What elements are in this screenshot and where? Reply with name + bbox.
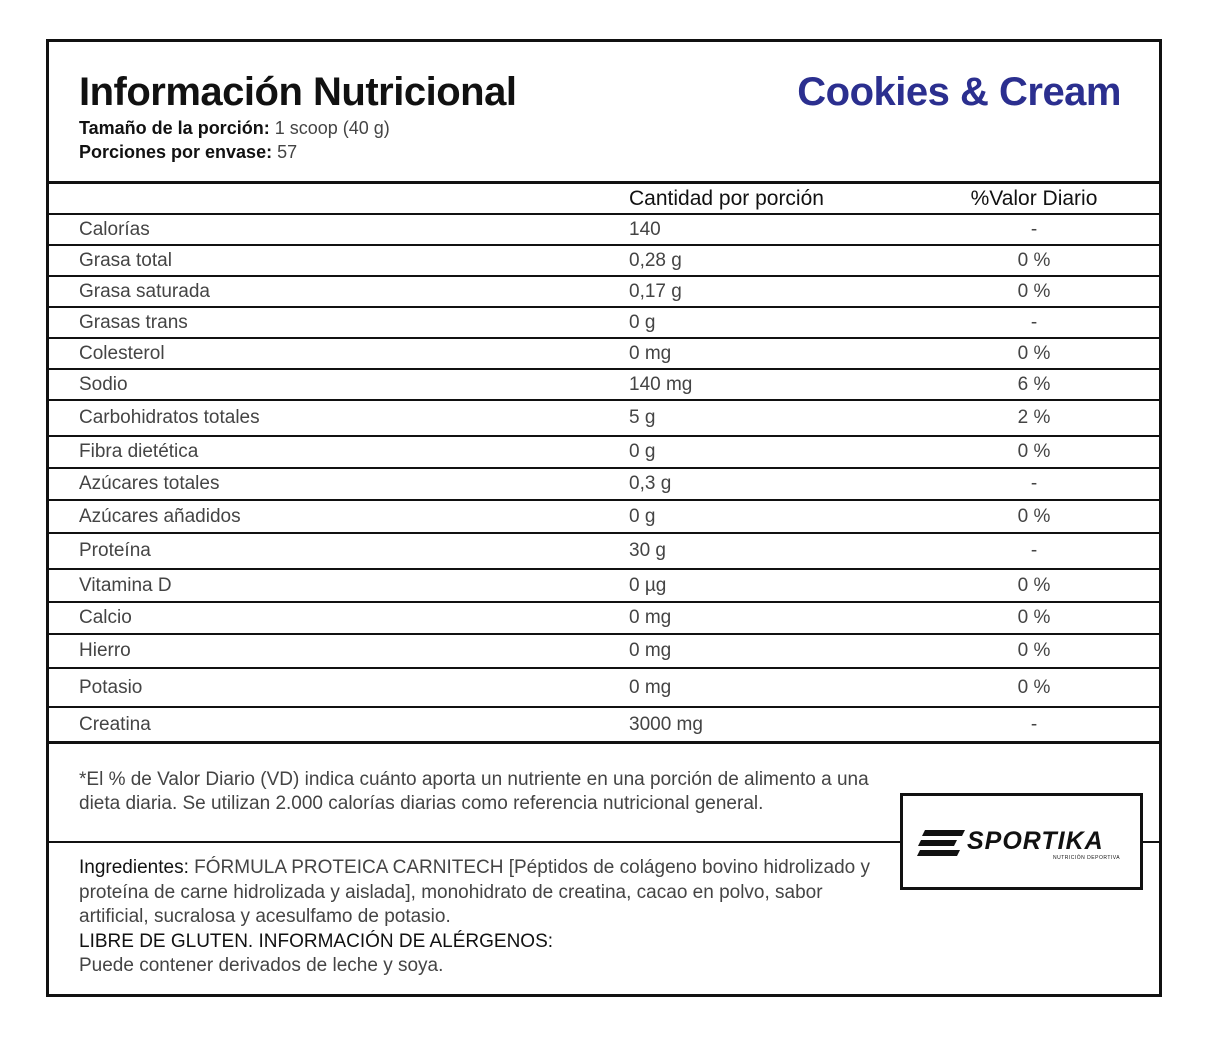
nutrient-amount: 0,3 g [629,473,672,494]
sportika-logo [900,793,1143,890]
nutrient-name: Sodio [79,374,128,395]
table-header [49,185,1159,213]
ingredients-label: Ingredientes: [79,857,189,878]
divider [49,741,1159,744]
nutrient-amount: 0 mg [629,343,672,364]
table-row [49,532,1159,568]
nutrient-dv: 0 % [1017,506,1051,527]
nutrient-name: Grasa saturada [79,281,210,302]
nutrient-amount: 0 mg [629,677,672,698]
column-header-amount: Cantidad por porción [629,187,824,210]
flavor-title: Cookies & Cream [797,70,1121,114]
table-row [49,435,1159,467]
table-row [49,499,1159,532]
nutrient-amount: 0 µg [629,575,667,596]
allergen-text: Puede contener derivados de leche y soya. [79,955,444,976]
divider [1143,841,1159,843]
divider [49,841,900,843]
servings-per-container [79,142,297,163]
table-row [49,275,1159,306]
nutrient-dv: 0 % [1017,343,1051,364]
table-row [49,306,1159,337]
nutrient-dv: - [1030,312,1038,333]
nutrient-dv: 0 % [1017,607,1051,628]
nutrient-name: Grasa total [79,250,172,271]
nutrition-panel [46,39,1162,997]
servings-value: 57 [272,142,298,162]
allergen-title: LIBRE DE GLUTEN. INFORMACIÓN DE ALÉRGENOS: [79,930,554,952]
table-row [49,706,1159,741]
nutrient-name: Calcio [79,607,132,628]
nutrient-name: Grasas trans [79,312,188,333]
column-header-dv: %Valor Diario [970,187,1098,210]
table-row [49,244,1159,275]
ingredients-text: FÓRMULA PROTEICA CARNITECH [Péptidos de colágeno bovino hidrolizado y proteína de carne hidrolizada y aislada], monohidrato de creatina, cacao en polvo, sabor artificial, sucralosa y acesulfamo de potasio. [79,857,870,927]
table-row [49,213,1159,244]
nutrient-dv: 2 % [1017,407,1051,428]
nutrient-dv: 0 % [1017,250,1051,271]
nutrient-dv: - [1030,473,1038,494]
nutrient-dv: 0 % [1017,441,1051,462]
nutrient-name: Azúcares totales [79,473,220,494]
sportika-mark-icon [917,830,965,856]
daily-value-footnote: *El % de Valor Diario (VD) indica cuánto aporta un nutriente en una porción de alimento a una dieta diaria. Se utilizan 2.000 calorías diarias como referencia nutricional general. [79,769,869,814]
nutrient-dv: - [1030,714,1038,735]
nutrient-dv: - [1030,540,1038,561]
nutrient-amount: 5 g [629,407,656,428]
table-row [49,568,1159,601]
nutrient-name: Colesterol [79,343,165,364]
nutrient-name: Fibra dietética [79,441,199,462]
nutrient-amount: 0,28 g [629,250,682,271]
nutrient-amount: 0 g [629,312,656,333]
nutrient-name: Azúcares añadidos [79,506,241,527]
nutrient-name: Vitamina D [79,575,172,596]
nutrient-name: Potasio [79,677,143,698]
nutrient-amount: 140 mg [629,374,693,395]
divider [49,181,1159,184]
nutrient-dv: 0 % [1017,677,1051,698]
nutrient-name: Creatina [79,714,151,735]
page-title: Información Nutricional [79,70,517,114]
logo-tagline: NUTRICIÓN DEPORTIVA [1053,855,1121,861]
logo-brand: SPORTIKA [967,827,1104,855]
ingredients-block [79,856,879,979]
serving-size [79,118,390,139]
serving-size-label: Tamaño de la porción: [79,118,270,138]
table-row [49,633,1159,667]
nutrient-dv: 0 % [1017,281,1051,302]
nutrient-dv: 6 % [1017,374,1051,395]
nutrient-amount: 0 g [629,441,656,462]
table-row [49,601,1159,633]
nutrient-amount: 0 mg [629,607,672,628]
table-row [49,337,1159,368]
servings-label: Porciones por envase: [79,142,273,162]
table-row [49,467,1159,499]
nutrient-name: Hierro [79,640,131,661]
serving-size-value: 1 scoop (40 g) [269,118,390,138]
nutrient-name: Calorías [79,219,150,240]
table-row [49,399,1159,435]
nutrient-dv: 0 % [1017,640,1051,661]
nutrient-name: Proteína [79,540,151,561]
nutrient-amount: 3000 mg [629,714,703,735]
nutrient-dv: 0 % [1017,575,1051,596]
nutrient-name: Carbohidratos totales [79,407,260,428]
nutrient-dv: - [1030,219,1038,240]
nutrient-amount: 0 mg [629,640,672,661]
table-row [49,368,1159,399]
table-row [49,667,1159,706]
nutrient-amount: 0 g [629,506,656,527]
nutrient-amount: 30 g [629,540,666,561]
nutrient-amount: 0,17 g [629,281,682,302]
nutrient-amount: 140 [629,219,661,240]
